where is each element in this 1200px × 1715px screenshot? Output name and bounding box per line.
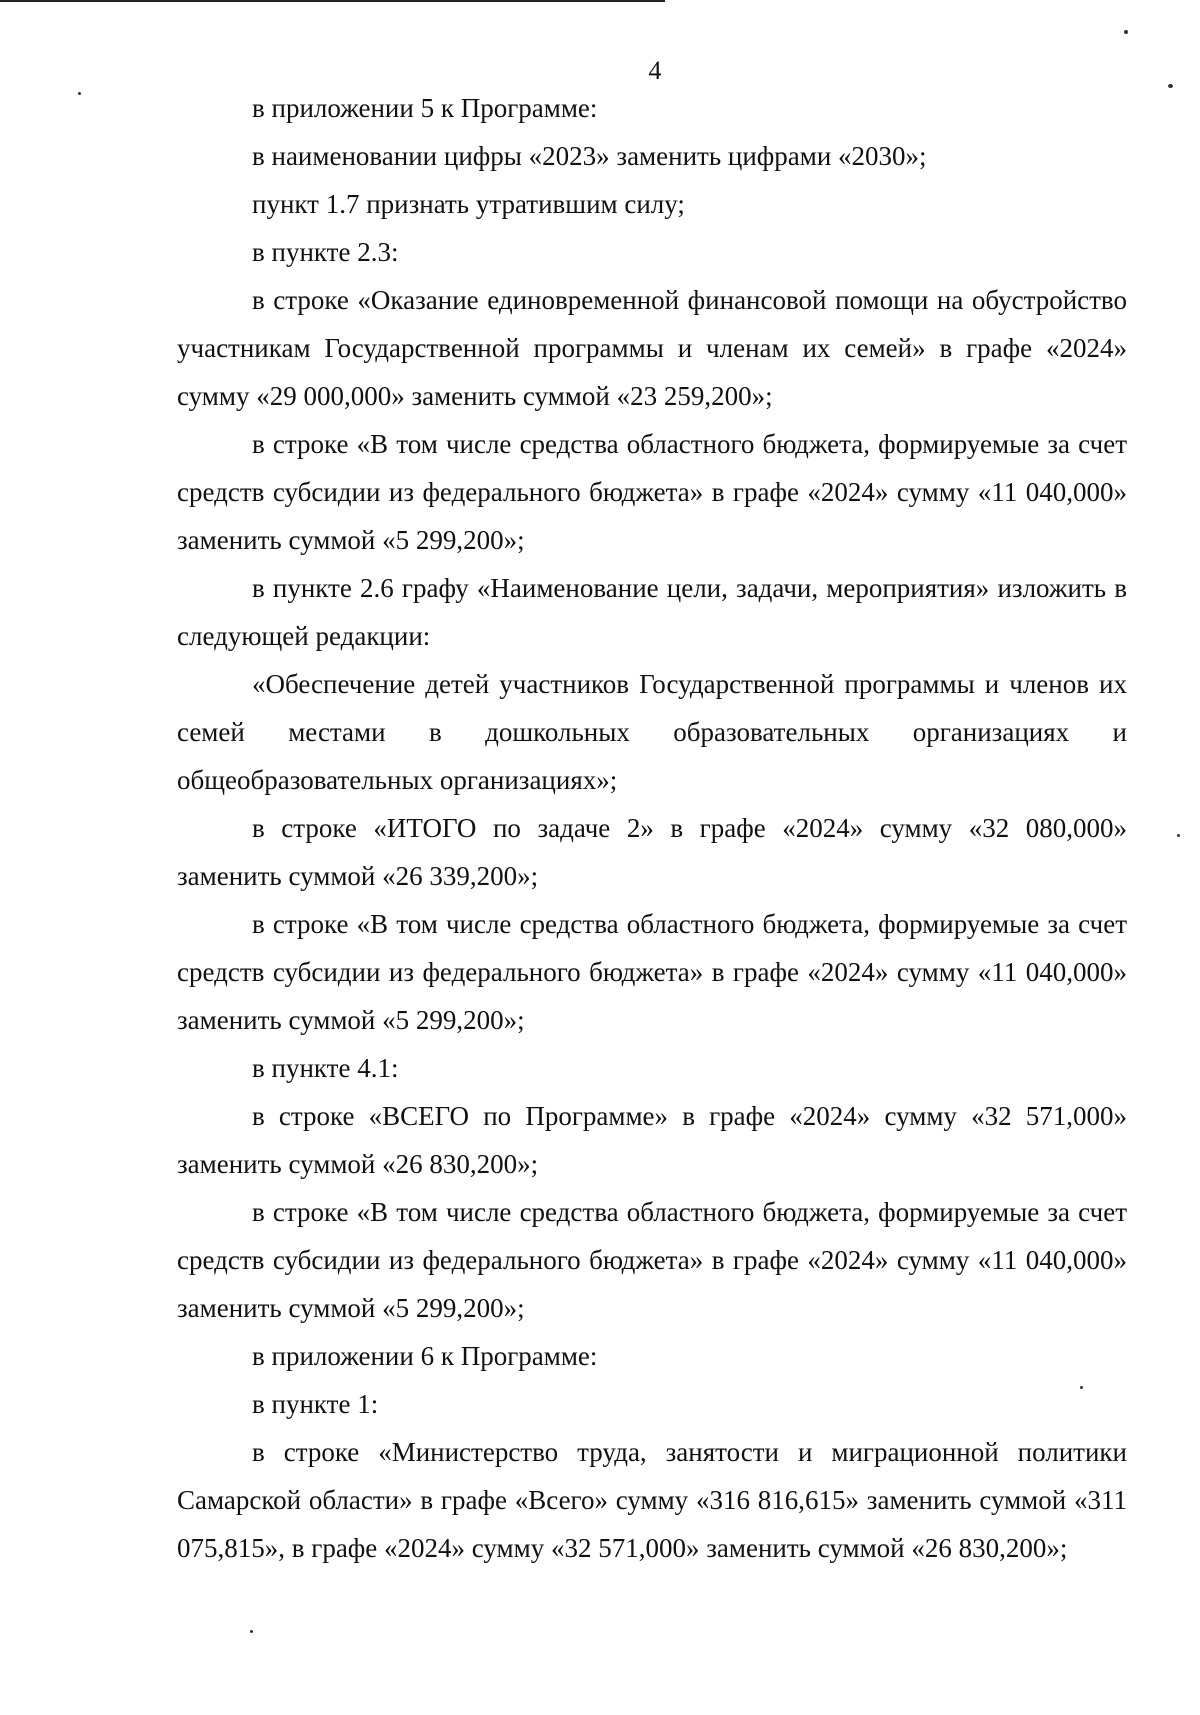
scan-speck — [1124, 30, 1128, 34]
paragraph-appendix-6: в приложении 6 к Программе: — [252, 1341, 598, 1371]
paragraph-regional-budget-1: в строке «В том числе средства областного бюджета, формируемые за счет средств субсидии из федерального бюджета» в графе «2024» сумму «11 040,000» заменить суммой «5 299,200»; — [177, 429, 1127, 555]
paragraph-quoted-wording: «Обеспечение детей участников Государственной программы и членов их семей местами в дошкольных образовательных организациях и общеобразовательных организациях»; — [177, 669, 1127, 795]
scan-top-edge-line — [0, 0, 665, 2]
scan-speck — [1177, 834, 1180, 837]
paragraph-title-years: в наименовании цифры «2023» заменить цифрами «2030»; — [252, 141, 927, 171]
paragraph-regional-budget-2: в строке «В том числе средства областного бюджета, формируемые за счет средств субсидии из федерального бюджета» в графе «2024» сумму «11 040,000» заменить суммой «5 299,200»; — [177, 909, 1127, 1035]
scan-speck — [250, 1630, 253, 1633]
paragraph-task-2-total: в строке «ИТОГО по задаче 2» в графе «2024» сумму «32 080,000» заменить суммой «26 339,200»; — [177, 813, 1127, 891]
paragraph-program-total: в строке «ВСЕГО по Программе» в графе «2024» сумму «32 571,000» заменить суммой «26 830,200»; — [177, 1101, 1127, 1179]
paragraph-item-2-6: в пункте 2.6 графу «Наименование цели, задачи, мероприятия» изложить в следующей редакции: — [177, 573, 1127, 651]
paragraph-ministry-row: в строке «Министерство труда, занятости и миграционной политики Самарской области» в графе «Всего» сумму «316 816,615» заменить суммой «311 075,815», в графе «2024» сумму «32 571,000» заменить суммой «26 830,200»; — [177, 1437, 1127, 1563]
paragraph-item-2-3: в пункте 2.3: — [252, 237, 399, 267]
document-body — [177, 84, 1127, 1572]
paragraph-item-1: в пункте 1: — [252, 1389, 379, 1419]
paragraph-appendix-5: в приложении 5 к Программе: — [252, 93, 598, 123]
paragraph-item-4-1: в пункте 4.1: — [252, 1053, 399, 1083]
page-number: 4 — [648, 56, 662, 85]
paragraph-regional-budget-3: в строке «В том числе средства областного бюджета, формируемые за счет средств субсидии из федерального бюджета» в графе «2024» сумму «11 040,000» заменить суммой «5 299,200»; — [177, 1197, 1127, 1323]
scan-speck — [78, 92, 81, 95]
paragraph-one-time-aid: в строке «Оказание единовременной финансовой помощи на обустройство участникам Государственной программы и членам их семей» в графе «2024» сумму «29 000,000» заменить суммой «23 259,200»; — [177, 285, 1127, 411]
paragraph-item-1-7: пункт 1.7 признать утратившим силу; — [252, 189, 685, 219]
